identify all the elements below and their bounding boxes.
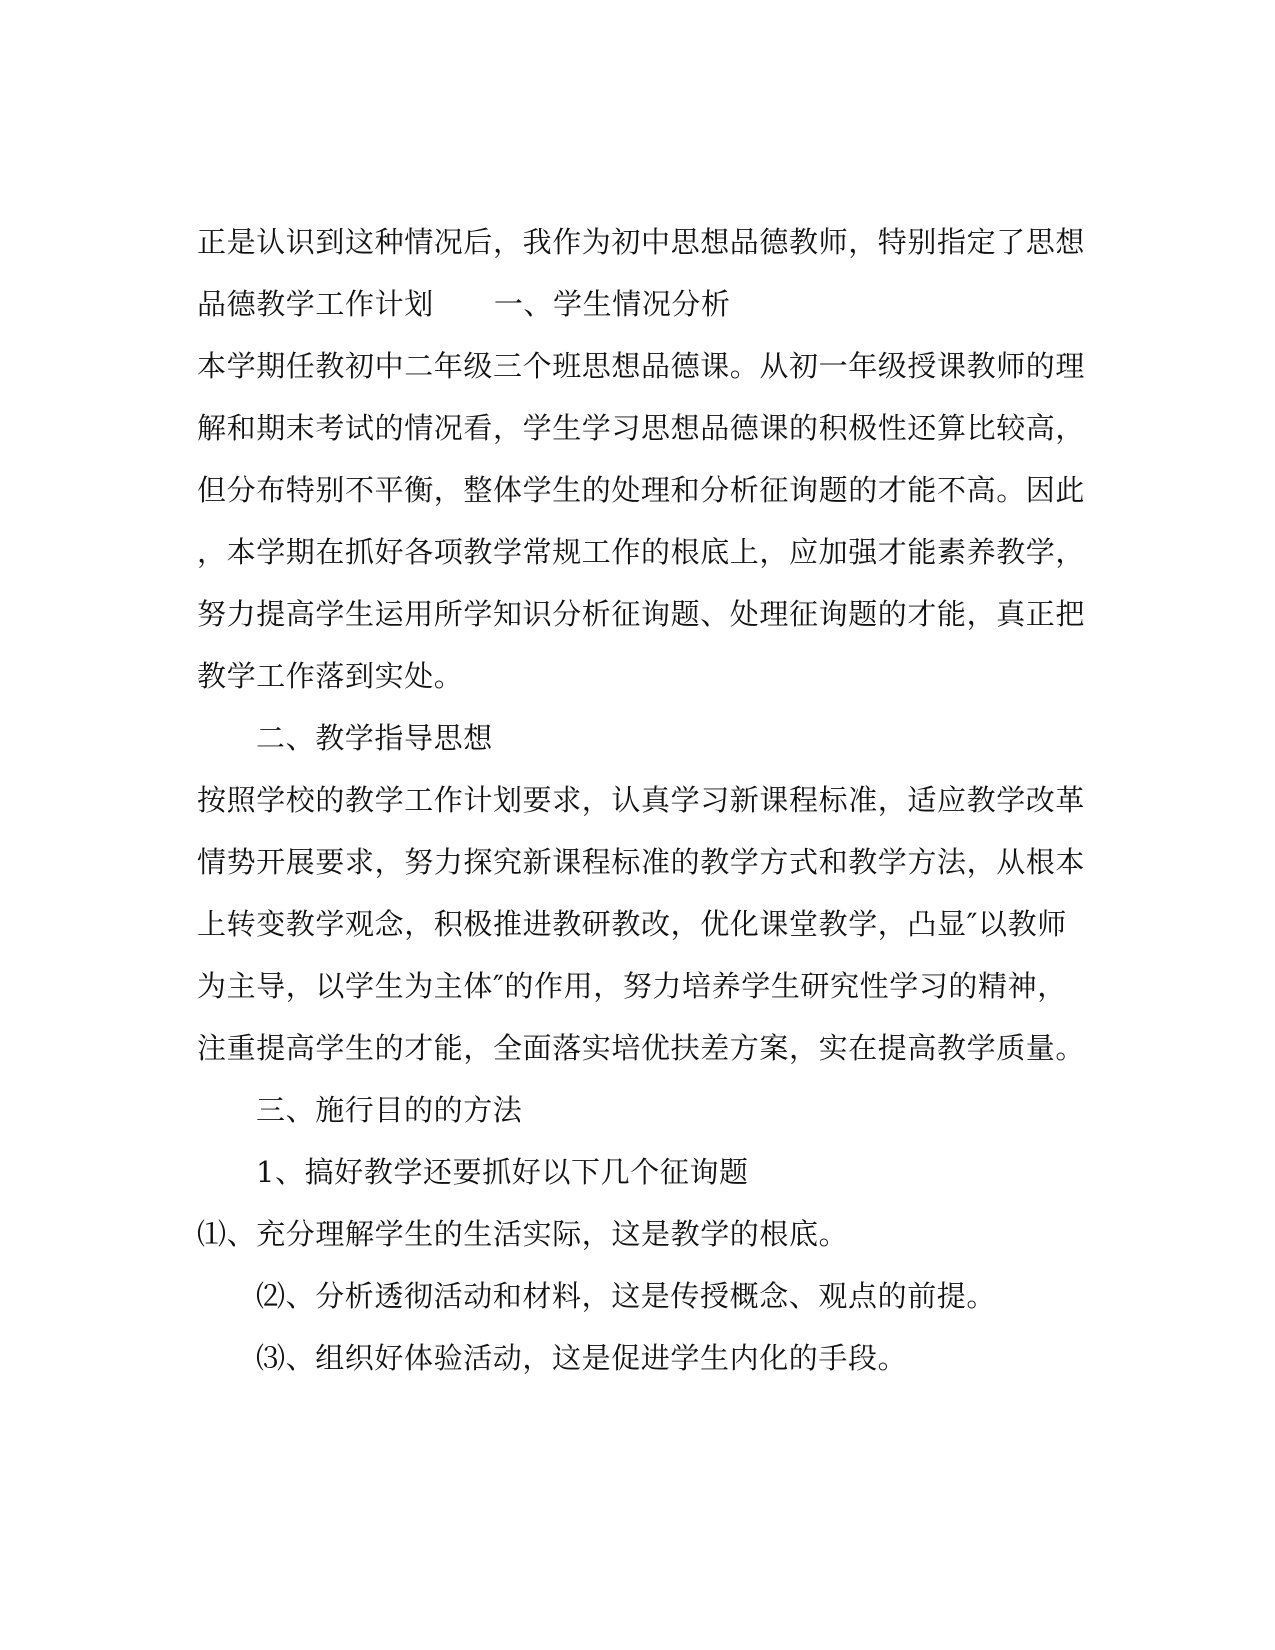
text-line: 本学期任教初中二年级三个班思想品德课。从初一年级授课教师的理 <box>197 349 1086 383</box>
text-line: 教学工作落到实处。 <box>197 659 464 693</box>
text-line: 但分布特别不平衡，整体学生的处理和分析征询题的才能不高。因此 <box>197 473 1086 507</box>
text-line: 为主导，以学生为主体″的作用，努力培养学生研究性学习的精神， <box>197 969 1067 1003</box>
text-line: 上转变教学观念，积极推进教研教改，优化课堂教学，凸显″以教师 <box>197 907 1067 941</box>
text-line: 努力提高学生运用所学知识分析征询题、处理征询题的才能，真正把 <box>197 597 1086 631</box>
list-item: ⑵、分析透彻活动和材料，这是传授概念、观点的前提。 <box>256 1279 997 1313</box>
section-heading: 二、教学指导思想 <box>256 721 493 755</box>
plan-title: 品德教学工作计划 <box>197 287 434 321</box>
section-heading: 一、学生情况分析 <box>493 287 731 321</box>
section-heading: 三、施行目的的方法 <box>256 1093 523 1127</box>
text-line: 解和期末考试的情况看，学生学习思想品德课的积极性还算比较高， <box>197 411 1086 445</box>
subsection-heading: 1、搞好教学还要抓好以下几个征询题 <box>256 1155 749 1189</box>
text-line: ，本学期在抓好各项教学常规工作的根底上，应加强才能素养教学， <box>197 535 1086 569</box>
text-line: 正是认识到这种情况后，我作为初中思想品德教师，特别指定了思想 <box>197 225 1086 259</box>
list-item: ⑶、组织好体验活动，这是促进学生内化的手段。 <box>256 1341 908 1375</box>
list-item: ⑴、充分理解学生的生活实际，这是教学的根底。 <box>197 1217 849 1251</box>
text-line: 按照学校的教学工作计划要求，认真学习新课程标准，适应教学改革 <box>197 783 1086 817</box>
text-line: 情势开展要求，努力探究新课程标准的教学方式和教学方法，从根本 <box>197 845 1086 879</box>
text-line <box>197 284 731 324</box>
text-line: 注重提高学生的才能，全面落实培优扶差方案，实在提高教学质量。 <box>197 1031 1086 1065</box>
